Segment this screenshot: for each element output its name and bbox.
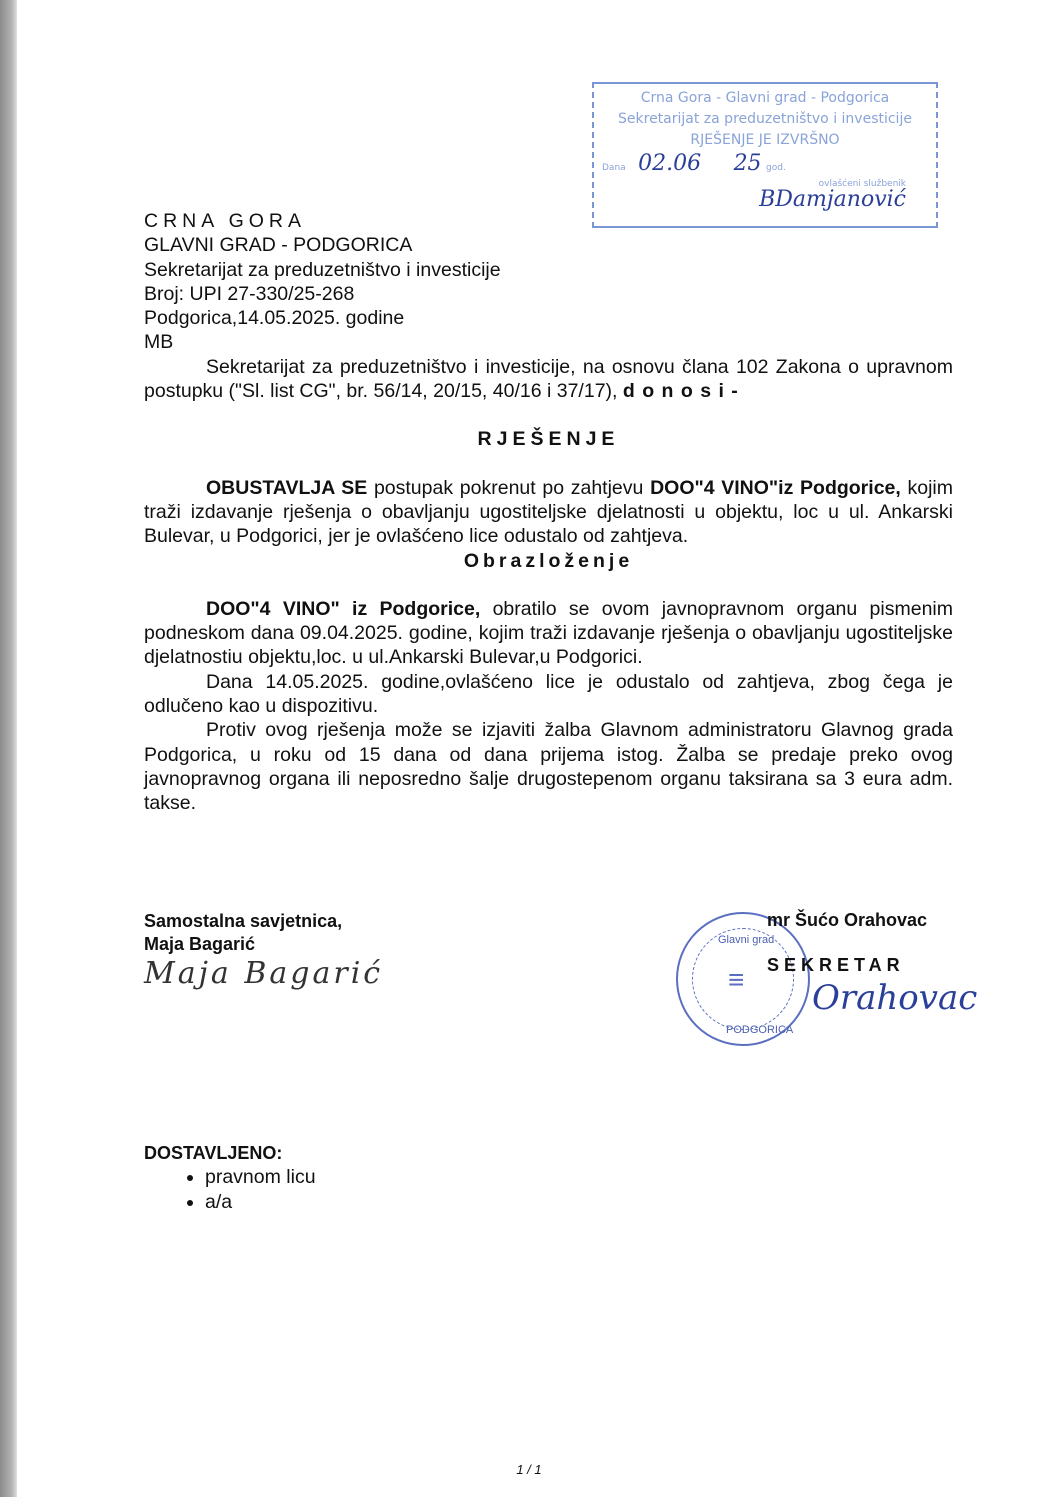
office: Sekretarijat za preduzetništvo i investicije <box>144 258 501 281</box>
enforceability-stamp <box>592 82 938 228</box>
letterhead <box>144 209 953 816</box>
reasoning-title: Obrazloženje <box>463 549 634 572</box>
delivery-title: DOSTAVLJENO: <box>144 1143 283 1163</box>
case-number: Broj: UPI 27-330/25-268 <box>144 282 355 305</box>
initials: MB <box>144 331 174 354</box>
secretary-role: SEKRETAR <box>767 955 905 975</box>
city: GLAVNI GRAD - PODGORICA <box>144 234 413 257</box>
stamp-line: Sekretarijat za preduzetništvo i investicije <box>618 111 912 127</box>
appeal-paragraph: Protiv ovog rješenja može se izjaviti žalba Glavnom administratoru Glavnog grada Podgorica, u roku od 15 dana od dana prijema istog. Žalba se predaje preko ovog javnopravnog organa ili neposredno šalje drugostepenom organu taksirana sa 3 eura adm. takse. <box>144 719 953 815</box>
handwritten-signature: Maja Bagarić <box>144 956 384 991</box>
delivery-item: • a/a <box>205 1190 953 1215</box>
delivery-item: • pravnom licu <box>205 1165 953 1190</box>
scan-edge <box>0 0 17 1497</box>
document-title: RJEŠENJE <box>477 428 620 451</box>
left-signature-block <box>144 910 444 991</box>
place-date: Podgorica,14.05.2025. godine <box>144 307 405 330</box>
stamp-official-label: ovlašćeni službenik <box>818 179 906 189</box>
page-number: 1 / 1 <box>516 1462 542 1477</box>
secretary-signature: Orahovac <box>812 978 978 1018</box>
reasoning-paragraph-2: Dana 14.05.2025. godine,ovlašćeno lice je odustalo od zahtjeva, zbog čega je odlučeno kao u dispozitivu. <box>144 670 953 718</box>
stamp-line: Crna Gora - Glavni grad - Podgorica <box>640 90 890 106</box>
secretary-name: mr Šućo Orahovac <box>767 910 928 930</box>
decision-paragraph: OBUSTAVLJA SE postupak pokrenut po zahtjevu DOO"4 VINO"iz Podgorice, kojim traži izdavanje rješenja o obavljanju ugostiteljske djelatnosti u objektu, loc u ul. Ankarski Bulevar, u Podgorici, jer je ovlašćeno lice odustalo od zahtjeva. <box>144 476 954 548</box>
stamp-year-label: god. <box>766 163 786 173</box>
official-signature: BDamjanović <box>759 187 906 212</box>
official-seal: Glavni grad PODGORICA ≡ <box>676 912 810 1046</box>
stamp-line: RJEŠENJE JE IZVRŠNO <box>690 132 840 148</box>
stamp-date-label: Dana <box>602 163 626 173</box>
country: CRNA GORA <box>144 210 307 232</box>
delivery-list <box>144 1141 953 1215</box>
signer-role: Samostalna savjetnica, <box>144 911 343 931</box>
stamp-date: 02.06 <box>638 151 702 176</box>
signer-name: Maja Bagarić <box>144 934 256 954</box>
reasoning-paragraph-1: DOO"4 VINO" iz Podgorice, obratilo se ovom javnopravnom organu pismenim podneskom dana 09.04.2025. godine, kojim traži izdavanje rješenja o obavljanju ugostiteljske djelatnostiu objektu,loc. u ul.Ankarski Bulevar,u Podgorici. <box>144 597 953 669</box>
intro-paragraph: Sekretarijat za preduzetništvo i investicije, na osnovu člana 102 Zakona o upravnom postupku ("Sl. list CG", br. 56/14, 20/15, 40/16 i 37/17), d o n o s i - <box>144 355 953 403</box>
stamp-year: 25 <box>733 151 762 176</box>
